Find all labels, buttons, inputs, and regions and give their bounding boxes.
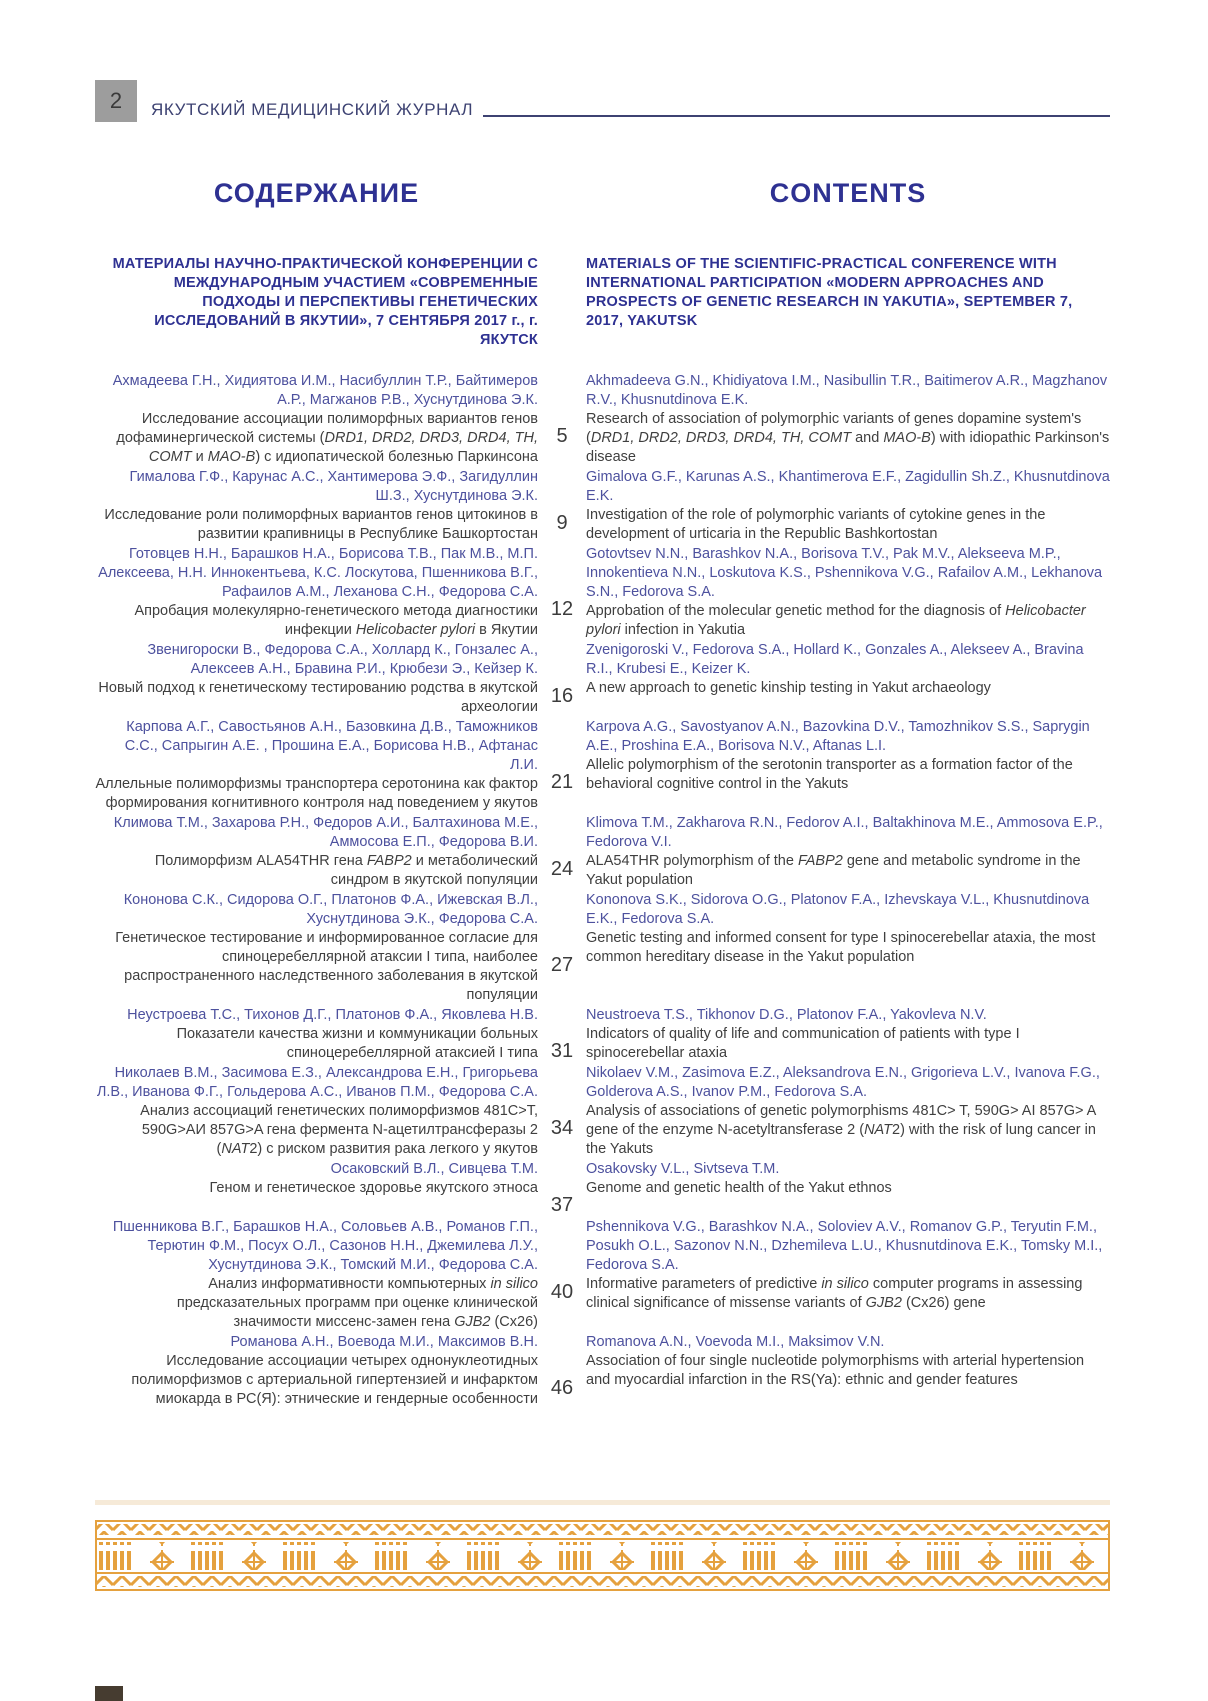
entry-russian-column [95,891,538,1005]
entry-page-number-value: 31 [550,1040,574,1062]
entry-authors-en: Pshennikova V.G., Barashkov N.A., Soloviev A.V., Romanov G.P., Teryutin F.M., Posukh O.L., Sazonov N.N., Dzhemileva L.U., Khusnutdinova E.K., Tomsky M.I., Fedorova S.A. [586,1219,1103,1273]
entry-authors-ru: Гималова Г.Ф., Карунас А.С., Хантимерова Э.Ф., Загидуллин Ш.З., Хуснутдинова Э.К. [129,469,538,504]
entry-title-en: Association of four single nucleotide polymorphisms with arterial hypertension and myocardial infarction in the RS(Ya): ethnic and gender features [586,1353,1085,1388]
entry-russian-column [95,641,538,717]
entry-page-number [538,1160,586,1217]
entry-authors-ru: Звенигороски В., Федорова С.А., Холлард К., Гонзалес А., Алексеев А.Н., Бравина Р.И., Крюбези Э., Кейзер К. [147,642,538,677]
toc-title-en: CONTENTS [769,178,927,208]
entry-english-column [586,1160,1110,1217]
entry-page-number-value: 40 [550,1280,574,1303]
entry-title-ru: Показатели качества жизни и коммуникации больных спиноцеребеллярной атаксией I типа [176,1026,538,1061]
entry-title-ru: Исследование ассоциации полиморфных вариантов генов дофаминергической системы (DRD1, DRD2, DRD3, DRD4, TH, COMT и MAO-B) с идиопатической болезнью Паркинсона [116,411,538,465]
entry-russian-column [95,1064,538,1159]
entry-title-en: Allelic polymorphism of the serotonin transporter as a formation factor of the behavioral cognitive control in the Yakuts [586,757,1073,792]
entry-authors-en: Osakovsky V.L., Sivtseva T.M. [586,1161,780,1177]
entry-title-en: Genetic testing and informed consent for type I spinocerebellar ataxia, the most common hereditary disease in the Yakut population [586,930,1096,965]
entry-title-ru: Анализ ассоциаций генетических полиморфизмов 481C>T, 590G>АИ 857G>A гена фермента N-ацетилтрансферазы 2 (NAT2) с риском развития рака легкого у якутов [140,1103,538,1157]
entry-title-en: Approbation of the molecular genetic method for the diagnosis of Helicobacter pylori infection in Yakutia [586,603,1086,638]
entry-title-ru: Геном и генетическое здоровье якутского этноса [209,1180,538,1196]
page-corner-mark [95,1686,123,1701]
entry-title-en: Research of association of polymorphic variants of genes dopamine system's (DRD1, DRD2, DRD3, DRD4, TH, COMT and MAO-B) with idiopathic Parkinson's disease [586,411,1110,465]
entry-russian-column [95,1218,538,1332]
entry-title-en: Analysis of associations of genetic polymorphisms 481C> T, 590G> AI 857G> A gene of the enzyme N-acetyltransferase 2 (NAT2) with the risk of lung cancer in the Yakuts [586,1103,1096,1157]
entry-page-number-value: 5 [556,425,568,447]
entry-english-column [586,1064,1110,1159]
toc-entry [95,718,1110,813]
toc-entry [95,1160,1110,1217]
entry-english-column [586,545,1110,640]
entry-page-number-value: 16 [550,684,574,707]
entry-page-number-value: 12 [550,598,574,620]
entry-authors-ru: Карпова А.Г., Савостьянов А.Н., Базовкина Д.В., Таможников С.С., Сапрыгин А.Е. , Прошина Е.А., Борисова Н.В., Афтанас Л.И. [124,719,538,773]
entry-english-column [586,1218,1110,1332]
entry-authors-ru: Климова Т.М., Захарова Р.Н., Федоров А.И., Балтахинова М.Е., Аммосова Е.П., Федорова В.И. [113,815,538,850]
section-heading-gutter [538,255,586,350]
entry-page-number [538,891,586,1005]
entry-russian-column [95,372,538,467]
entry-russian-column [95,468,538,544]
entry-english-column [586,814,1110,890]
table-of-contents [95,178,1110,1410]
entry-page-number-value: 21 [550,771,574,793]
toc-entry [95,468,1110,544]
conference-heading-en: MATERIALS OF THE SCIENTIFIC-PRACTICAL CONFERENCE WITH INTERNATIONAL PARTICIPATION «MODERN APPROACHES AND PROSPECTS OF GENETIC RESEARCH IN YAKUTIA», SEPTEMBER 7, 2017, YAKUTSK [586,256,1073,329]
entry-page-number-value: 27 [550,953,574,976]
entry-russian-column [95,1333,538,1409]
entry-english-column [586,468,1110,544]
entry-page-number-value: 46 [550,1376,574,1399]
entry-title-en: Informative parameters of predictive in silico computer programs in assessing clinical significance of missense variants of GJB2 (Cx26) gene [586,1276,1083,1311]
entry-page-number [538,545,586,640]
toc-entry [95,891,1110,1005]
toc-titles-row [95,178,1110,209]
entry-authors-ru: Ахмадеева Г.Н., Хидиятова И.М., Насибуллин Т.Р., Байтимеров А.Р., Магжанов Р.В., Хуснутдинова Э.К. [112,373,538,408]
entry-page-number [538,468,586,544]
entry-authors-en: Zvenigoroski V., Fedorova S.A., Hollard K., Gonzales A., Alekseev A., Bravina R.I., Krubesi E., Keizer K. [586,642,1084,677]
masthead [95,80,1110,122]
entry-authors-en: Kononova S.K., Sidorova O.G., Platonov F.A., Izhevskaya V.L., Khusnutdinova E.K., Fedorova S.A. [586,892,1090,927]
entry-english-column [586,891,1110,1005]
entry-title-ru: Генетическое тестирование и информированное согласие для спиноцеребеллярной атаксии I типа, наиболее распространенного наследственного заболевания в якутской популяции [115,930,538,1003]
toc-entry [95,1218,1110,1332]
toc-entry [95,1006,1110,1063]
entry-page-number-value: 24 [550,857,574,880]
entry-authors-en: Klimova T.M., Zakharova R.N., Fedorov A.I., Baltakhinova M.E., Ammosova E.P., Fedorova V.I. [586,815,1103,850]
entry-title-ru: Полиморфизм ALA54THR гена FABP2 и метаболический синдром в якутской популяции [154,853,538,888]
entry-authors-ru: Николаев В.М., Засимова Е.З., Александрова Е.Н., Григорьева Л.В., Иванова Ф.Г., Гольдерова А.С., Иванов П.М., Федорова С.А. [96,1065,538,1100]
entry-russian-column [95,718,538,813]
entry-russian-column [95,1006,538,1063]
toc-title-ru: СОДЕРЖАНИЕ [213,178,420,208]
entry-authors-ru: Осаковский В.Л., Сивцева Т.М. [330,1161,538,1177]
entry-page-number [538,1218,586,1332]
entry-authors-ru: Пшенникова В.Г., Барашков Н.А., Соловьев А.В., Романов Г.П., Терютин Ф.М., Посух О.Л., Сазонов Н.Н., Джемилева Л.У., Хуснутдинова Э.К., Томский М.И., Федорова С.А. [112,1219,538,1273]
entry-english-column [586,1333,1110,1409]
entry-title-en: Genome and genetic health of the Yakut ethnos [586,1180,892,1196]
entry-title-en: Indicators of quality of life and communication of patients with type I spinocerebellar ataxia [586,1026,1020,1061]
entry-title-ru: Аллельные полиморфизмы транспортера серотонина как фактор формирования когнитивного контроля над поведением у якутов [95,776,538,811]
entry-page-number [538,1006,586,1063]
masthead-rule [483,115,1110,117]
entry-page-number-value: 34 [550,1117,574,1139]
entry-page-number-value: 9 [556,511,568,534]
footer-faint-rule [95,1500,1110,1505]
conference-section-heading [95,255,1110,350]
entry-authors-en: Gotovtsev N.N., Barashkov N.A., Borisova T.V., Pak M.V., Alekseeva M.P., Innokentieva N.N., Loskutova K.S., Pshennikova V.G., Rafailov A.M., Lekhanova S.N., Fedorova S.A. [586,546,1103,600]
entry-authors-ru: Неустроева Т.С., Тихонов Д.Г., Платонов Ф.А., Яковлева Н.В. [127,1007,538,1023]
entry-page-number-value: 37 [550,1194,574,1216]
entry-title-ru: Новый подход к генетическому тестированию родства в якутской археологии [98,680,538,715]
entry-title-en: Investigation of the role of polymorphic variants of cytokine genes in the development of urticaria in the Republic Bashkortostan [586,507,1046,542]
entry-page-number [538,372,586,467]
entry-page-number [538,718,586,813]
toc-title-gutter [538,178,586,209]
entry-page-number [538,814,586,890]
entry-title-ru: Исследование ассоциации четырех однонуклеотидных полиморфизмов с артериальной гипертензией и инфарктом миокарда в РС(Я): этнические и гендерные особенности [131,1353,538,1407]
entry-title-ru: Апробация молекулярно-генетического метода диагностики инфекции Helicobacter pylori в Якутии [134,603,538,638]
entry-english-column [586,641,1110,717]
entry-russian-column [95,545,538,640]
entry-english-column [586,718,1110,813]
entry-title-en: A new approach to genetic kinship testing in Yakut archaeology [586,680,991,696]
toc-entry [95,545,1110,640]
entry-authors-en: Gimalova G.F., Karunas A.S., Khantimerova E.F., Zagidullin Sh.Z., Khusnutdinova E.K. [586,469,1110,504]
entry-authors-en: Karpova A.G., Savostyanov A.N., Bazovkina D.V., Tamozhnikov S.S., Saprygin A.E., Proshina E.A., Borisova N.V., Aftanas L.I. [586,719,1090,754]
toc-entry [95,814,1110,890]
toc-entry [95,1333,1110,1409]
entry-russian-column [95,1160,538,1217]
page-number: 2 [109,88,123,113]
entry-english-column [586,372,1110,467]
entry-russian-column [95,814,538,890]
entry-title-ru: Исследование роли полиморфных вариантов генов цитокинов в развитии крапивницы в Республике Башкортостан [104,507,538,542]
entry-authors-en: Nikolaev V.M., Zasimova E.Z., Aleksandrova E.N., Grigorieva L.V., Ivanova F.G., Golderova A.S., Ivanov P.M., Fedorova S.A. [586,1065,1100,1100]
entry-authors-en: Neustroeva T.S., Tikhonov D.G., Platonov F.A., Yakovleva N.V. [586,1007,987,1023]
yakut-ornament-band-graphic [95,1520,1110,1608]
entry-authors-ru: Романова А.Н., Воевода М.И., Максимов В.Н. [230,1334,538,1350]
toc-entry [95,641,1110,717]
footer-ornament [95,1520,1110,1608]
toc-entry [95,372,1110,467]
toc-entry-list [95,372,1110,1410]
toc-entry [95,1064,1110,1159]
entry-title-en: ALA54THR polymorphism of the FABP2 gene and metabolic syndrome in the Yakut population [586,853,1081,888]
conference-heading-ru: МАТЕРИАЛЫ НАУЧНО-ПРАКТИЧЕСКОЙ КОНФЕРЕНЦИИ С МЕЖДУНАРОДНЫМ УЧАСТИЕМ «СОВРЕМЕННЫЕ ПОДХОДЫ И ПЕРСПЕКТИВЫ ГЕНЕТИЧЕСКИХ ИССЛЕДОВАНИЙ В ЯКУТИИ», 7 СЕНТЯБРЯ 2017 г., г. ЯКУТСК [112,256,538,348]
entry-page-number [538,641,586,717]
entry-authors-en: Akhmadeeva G.N., Khidiyatova I.M., Nasibullin T.R., Baitimerov A.R., Magzhanov R.V., Khusnutdinova E.K. [586,373,1108,408]
entry-page-number [538,1064,586,1159]
entry-english-column [586,1006,1110,1063]
entry-authors-ru: Кононова С.К., Сидорова О.Г., Платонов Ф.А., Ижевская В.Л., Хуснутдинова Э.К., Федорова С.А. [123,892,538,927]
page-number-box [95,80,137,122]
journal-name: ЯКУТСКИЙ МЕДИЦИНСКИЙ ЖУРНАЛ [151,100,474,119]
entry-authors-en: Romanova A.N., Voevoda M.I., Maksimov V.N. [586,1334,885,1350]
entry-title-ru: Анализ информативности компьютерных in silico предсказательных программ при оценке клинической значимости миссенс-замен гена GJB2 (Cx26) [176,1276,538,1330]
entry-authors-ru: Готовцев Н.Н., Барашков Н.А., Борисова Т.В., Пак М.В., М.П. Алексеева, Н.Н. Иннокентьева, К.С. Лоскутова, Пшенникова В.Г., Рафаилов А.М., Леханова С.Н., Федорова С.А. [98,546,538,600]
entry-page-number [538,1333,586,1409]
